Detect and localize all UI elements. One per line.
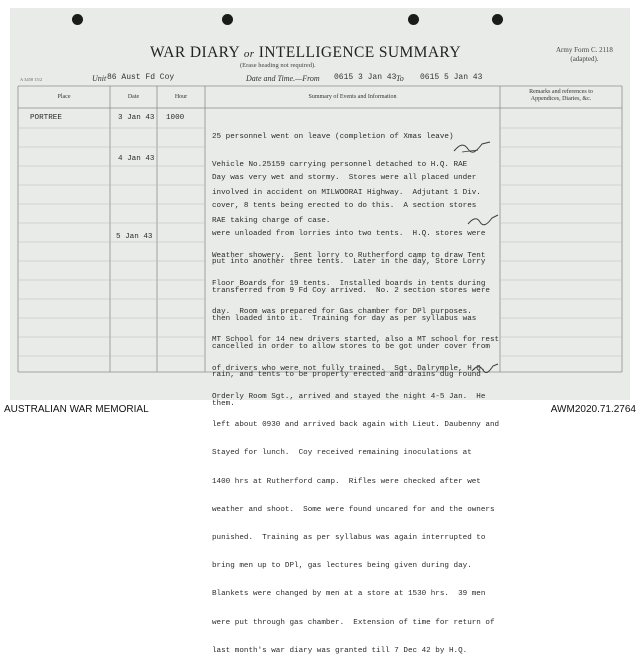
entry-line: 1400 hrs at Rutherford camp. Rifles were checked after wet	[212, 477, 481, 486]
entry-line: Stayed for lunch. Coy received remaining inoculations at	[212, 449, 472, 458]
entry-date: 4 Jan 43	[118, 155, 155, 163]
entry-line: bring men up to DPl, gas lectures being given during day.	[212, 562, 472, 571]
entry-line: transferred from 9 Fd Coy arrived. No. 2 section stores were	[212, 286, 490, 295]
entry-line: weather and shoot. Some were found uncared for and the owners	[212, 505, 495, 514]
entry-text	[212, 233, 499, 666]
army-form-note: (adapted).	[570, 55, 599, 63]
handwritten-initials	[470, 362, 500, 374]
entry-line: of drivers who were not fully trained. Sgt. Dalrymple, H.Q.	[212, 364, 486, 373]
entry-line: cancelled in order to allow stores to be got under cover from	[212, 343, 490, 352]
entry-line: put into another three tents. Later in the day, Store Lorry	[212, 258, 486, 267]
entry-line: MT School for 14 new drivers started, also a MT school for rest	[212, 336, 500, 345]
army-form-number: Army Form C. 2118	[556, 46, 613, 54]
handwritten-initials	[452, 140, 492, 154]
column-header-hour: Hour	[174, 94, 188, 100]
entry-line: punished. Training as per syllabus was again interrupted to	[212, 534, 486, 542]
form-code: A 3458 15/2	[20, 77, 43, 82]
entry-line: Vehicle No.25159 carrying personnel detached to H.Q. RAE	[212, 161, 468, 170]
entry-hour: 1000	[166, 114, 185, 122]
from-value: 0615 3 Jan 43	[334, 73, 397, 82]
entry-line: rain, and tents to be properly erected and drains dug round	[212, 371, 481, 380]
entry-line: Orderly Room Sgt., arrived and stayed the night 4-5 Jan. He	[212, 392, 486, 401]
entry-line: Weather showery. Sent lorry to Rutherford camp to draw Tent	[212, 251, 486, 260]
unit-label: Unit	[92, 74, 107, 83]
entry-line: Floor Boards for 19 tents. Installed boards in tents during	[212, 280, 486, 289]
entry-place: PORTREE	[30, 114, 62, 122]
entry-line: 25 personnel went on leave (completion of Xmas leave)	[212, 132, 454, 141]
entry-line: left about 0930 and arrived back again with Lieut. Daubenny and	[212, 421, 500, 430]
to-value: 0615 5 Jan 43	[420, 73, 483, 82]
entry-line: were unloaded from lorries into two tents. H.Q. stores were	[212, 230, 486, 239]
column-header-summary: Summary of Events and Information	[308, 94, 397, 100]
entry-line: them.	[212, 399, 235, 408]
entry-line: Blankets were changed by men at a store at 1530 hrs. 39 men	[212, 590, 486, 599]
title-war-diary: WAR DIARY	[150, 44, 240, 61]
entry-line: involved in accident on MILWOORAI Highway. Adjutant 1 Div.	[212, 189, 481, 198]
title-or: or	[243, 48, 255, 60]
handwritten-initials	[466, 213, 500, 227]
entry-line: last month's war diary was granted till 7 Dec 42 by H.Q.	[212, 646, 468, 655]
title-intelligence-summary: INTELLIGENCE SUMMARY	[258, 44, 461, 61]
entry-line: Day was very wet and stormy. Stores were all placed under	[212, 173, 477, 182]
column-header-remarks	[500, 89, 622, 103]
column-header-place: Place	[57, 94, 71, 100]
entry-line: then loaded into it. Training for day as per syllabus was	[212, 314, 477, 323]
column-header-date: Date	[127, 94, 140, 100]
to-label: To	[396, 74, 404, 83]
footer-institution: AUSTRALIAN WAR MEMORIAL	[4, 404, 149, 415]
remarks-header-line-2: Appendices, Diaries, &c.	[530, 96, 592, 102]
form-subtitle: (Erase heading not required).	[240, 62, 316, 69]
unit-value: 86 Aust Fd Coy	[107, 73, 175, 82]
entry-line: day. Room was prepared for Gas chamber for DPl purposes.	[212, 308, 472, 317]
entry-date: 5 Jan 43	[116, 233, 153, 241]
date-time-label: Date and Time.—From	[246, 74, 320, 83]
footer-accession-number: AWM2020.71.2764	[550, 404, 636, 415]
entry-line: RAE taking charge of case.	[212, 217, 331, 226]
remarks-header-line-1: Remarks and references to	[529, 89, 593, 95]
entry-date: 3 Jan 43	[118, 114, 155, 122]
entry-line: cover, 8 tents being erected to do this. A section stores	[212, 202, 477, 211]
entry-line: were put through gas chamber. Extension of time for return of	[212, 618, 495, 627]
